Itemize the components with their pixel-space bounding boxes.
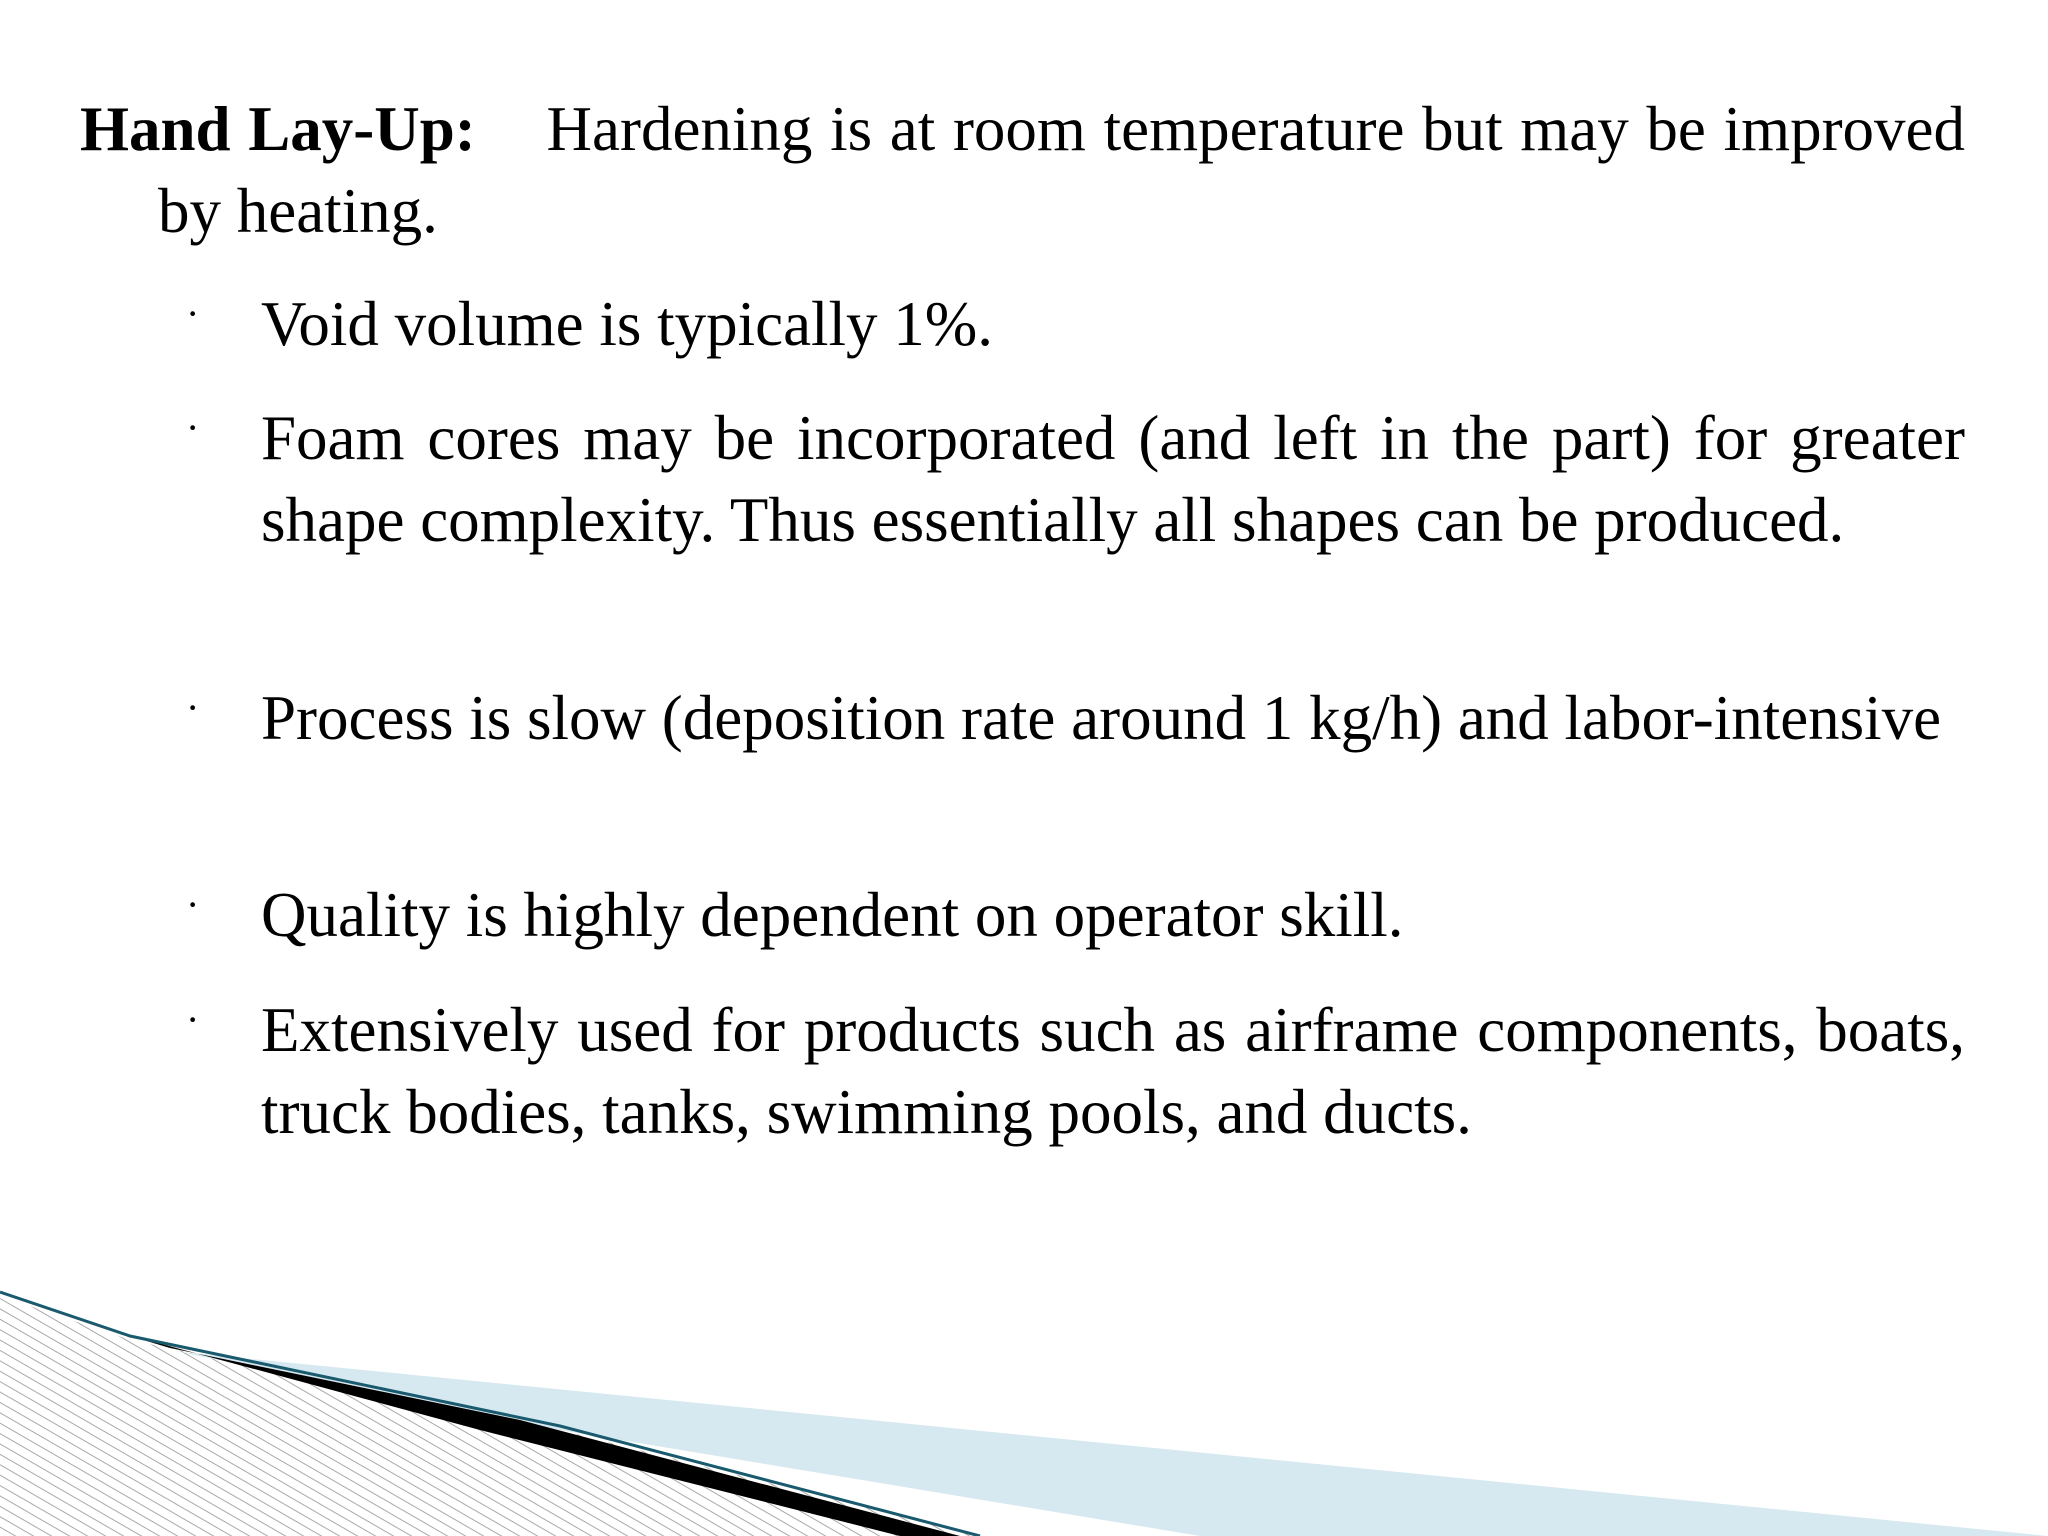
- list-item: [186, 397, 1965, 561]
- bullet-dot-icon: ·: [186, 882, 200, 927]
- intro-lead: Hand Lay-Up:: [80, 94, 476, 164]
- bullet-text: Quality is highly dependent on operator skill.: [261, 880, 1404, 950]
- bullet-dot-icon: ·: [186, 997, 200, 1042]
- intro-text: Hardening is at room temperature but may be improved by heating.: [158, 94, 1966, 246]
- list-item: [186, 989, 1965, 1153]
- list-item: [186, 874, 1965, 956]
- bullet-text: Foam cores may be incorporated (and left in the part) for greater shape complexity. Thus essentially all shapes can be produced.: [261, 403, 1965, 555]
- bullet-dot-icon: ·: [186, 685, 200, 730]
- bullet-text: Process is slow (deposition rate around 1 kg/h) and labor-intensive: [261, 683, 1942, 753]
- list-item: [186, 283, 1965, 365]
- bullet-text: Void volume is typically 1%.: [261, 289, 994, 359]
- bullet-dot-icon: ·: [186, 405, 200, 450]
- list-item: [186, 677, 1965, 759]
- bullet-dot-icon: ·: [186, 291, 200, 336]
- bullet-text: Extensively used for products such as airframe components, boats, truck bodies, tanks, swimming pools, and ducts.: [261, 995, 1965, 1147]
